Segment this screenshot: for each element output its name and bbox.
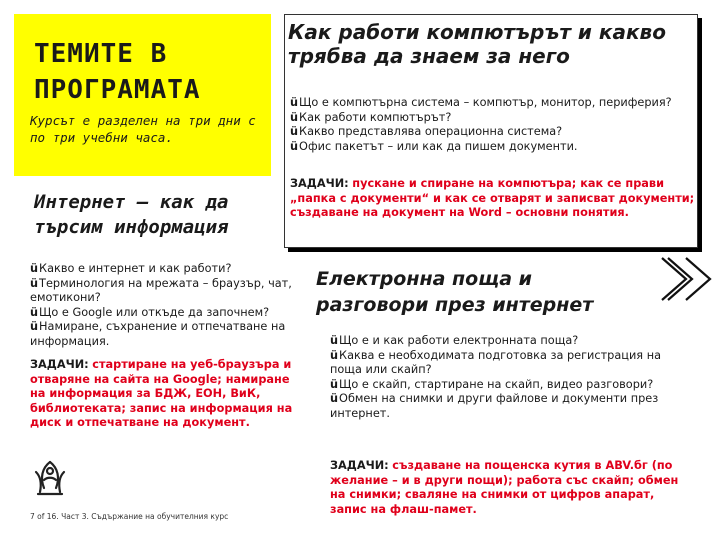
check-icon: ü	[30, 305, 39, 319]
computer-topic-list	[290, 96, 695, 154]
computer-tasks	[290, 177, 695, 221]
list-item: üКаква е необходимата подготовка за регистрация на поща или скайп?	[330, 348, 662, 377]
list-item: üЩо е компютърна система – компютър, монитор, периферия?	[290, 96, 672, 109]
page-title: ТЕМИТЕ В ПРОГРАМАТА	[34, 39, 201, 105]
check-icon: ü	[30, 262, 39, 275]
list-item: üКакво представлява операционна система?	[290, 125, 563, 139]
tasks-label: ЗАДАЧИ:	[290, 177, 349, 190]
list-item: üТерминология на мрежата – браузър, чат, емотикони?	[30, 276, 292, 305]
tasks-label: ЗАДАЧИ:	[30, 358, 89, 371]
next-chevron-icon[interactable]	[656, 256, 714, 302]
tasks-text: създаване на пощенска кутия в ABV.бг (по желание – и в други пощи); работа със скайп; обмен на снимки; сваляне на снимки от цифров апарат, запис на флаш-памет.	[330, 459, 679, 516]
internet-topic-list	[30, 262, 302, 350]
email-topic-list	[330, 334, 690, 422]
list-item: üОбмен на снимки и други файлове и документи през интернет.	[330, 392, 659, 420]
list-item: üОфис пакетът – или как да пишем документи.	[290, 139, 578, 153]
tasks-text: стартиране на уеб-браузъра и отваряне на сайта на Google; намиране на информация за БДЖ, ЕОН, ВиК, библиотеката; запис на информация на диск и отпечатване на документ.	[30, 358, 293, 430]
check-icon: ü	[330, 348, 339, 362]
internet-section-title: Интернет – как да търсим информация	[34, 191, 229, 238]
list-item: üЩо е Google или откъде да започнем?	[30, 305, 270, 319]
check-icon: ü	[30, 320, 39, 334]
slide-footer: 7 of 16. Част 3. Съдържание на обучителния курс	[30, 512, 229, 521]
course-note: Курсът е разделен на три дни с по три учебни часа.	[30, 113, 256, 145]
email-section-title: Електронна поща и разговори през интернет	[316, 268, 594, 316]
check-icon: ü	[290, 139, 299, 153]
tasks-label: ЗАДАЧИ:	[330, 459, 389, 472]
list-item: üЩо е скайп, стартиране на скайп, видео разговори?	[330, 377, 654, 391]
email-tasks	[330, 459, 690, 517]
check-icon: ü	[30, 276, 39, 290]
check-icon: ü	[290, 96, 299, 109]
check-icon: ü	[290, 110, 299, 124]
list-item: üКакво е интернет и как работи?	[30, 262, 232, 275]
list-item: üЩо е и как работи електронната поща?	[330, 334, 579, 347]
computer-section-title: Как работи компютърът и какво трябва да знаем за него	[288, 20, 666, 68]
check-icon: ü	[330, 377, 339, 391]
list-item: üКак работи компютърът?	[290, 110, 452, 124]
decorative-emblem-icon	[30, 458, 70, 498]
tasks-text: пускане и спиране на компютъра; как се прави „папка с документи“ и как се отварят и записват документи; създаване на документ на Word – основни понятия.	[290, 177, 695, 220]
check-icon: ü	[290, 125, 299, 139]
check-icon: ü	[330, 392, 339, 406]
internet-tasks	[30, 358, 302, 431]
check-icon: ü	[330, 334, 339, 347]
list-item: üНамиране, съхранение и отпечатване на информация.	[30, 320, 286, 348]
